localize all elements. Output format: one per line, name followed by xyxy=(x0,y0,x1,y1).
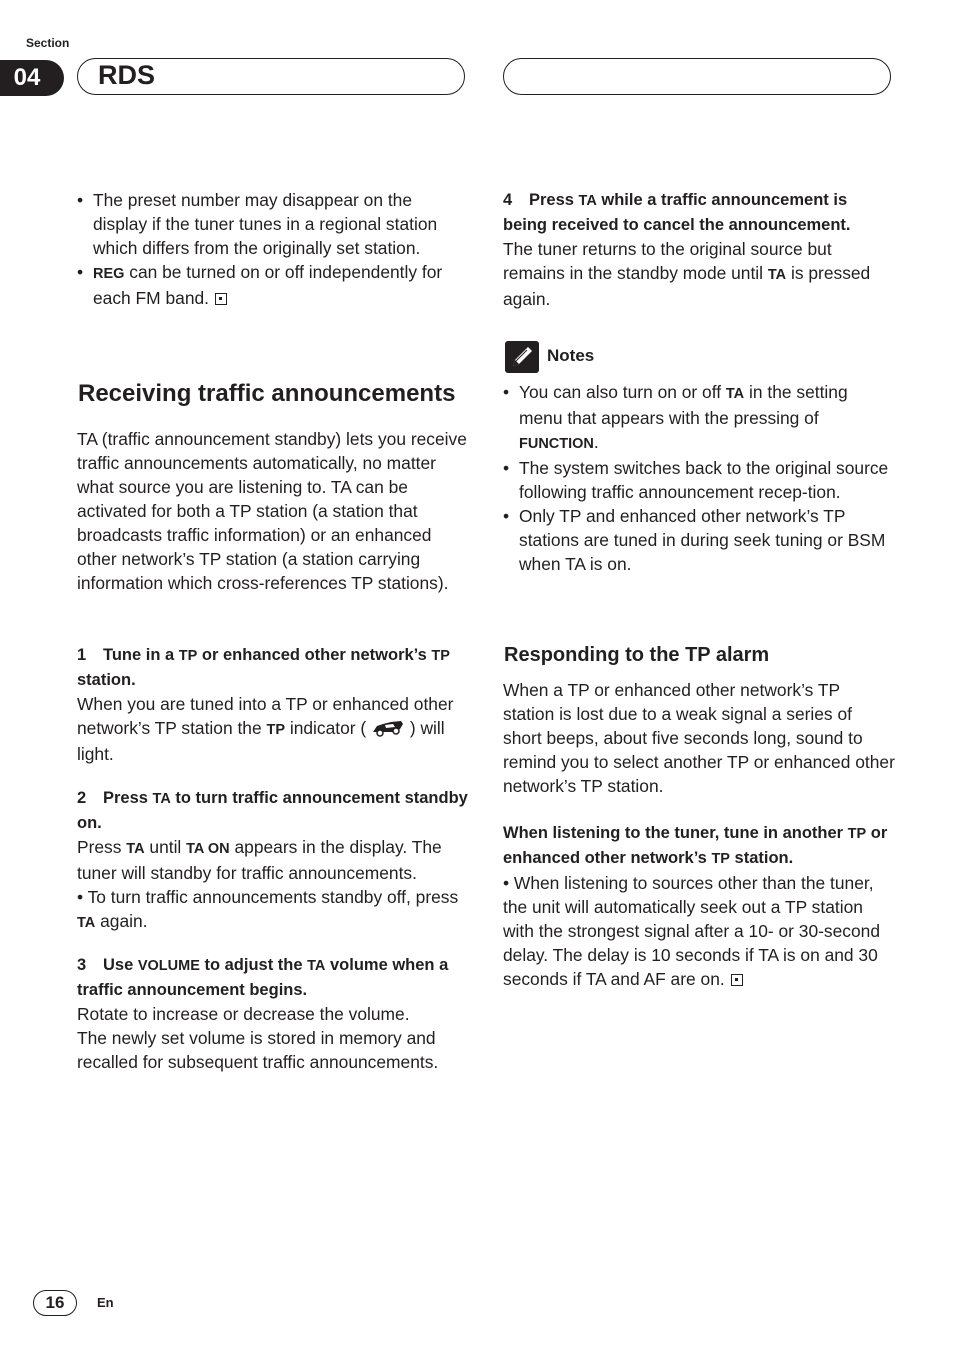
step-2-body: Press TA until TA ON appears in the display. The tuner will standby for traffic announcements. xyxy=(77,837,442,883)
alarm-paragraph: When a TP or enhanced other network’s TP station is lost due to a weak signal a series of short beeps, about five seconds long, sound to remind you to select another TP or enhanced other network’s TP station. xyxy=(503,680,895,796)
step-2-heading: 2 Press TA to turn traffic announcement standby on. xyxy=(77,789,468,832)
step-1 xyxy=(77,643,469,766)
intro-paragraph: TA (traffic announcement standby) lets you receive traffic announcements automatically, no matter what source you are listening to. TA can be activated for both a TP station (a station that broadcasts traffic information) or an enhanced other network’s TP station (a station carrying information which cross-references TP stations). xyxy=(77,429,467,593)
step-2-note: • To turn traffic announcements standby off, press TA again. xyxy=(77,887,459,931)
tuner-instruction-heading: When listening to the tuner, tune in another TP or enhanced other network’s TP station. xyxy=(503,824,888,867)
left-bullets xyxy=(77,188,465,310)
section-title-box xyxy=(77,58,465,95)
language-code: En xyxy=(97,1295,114,1310)
step-4-body: The tuner returns to the original source but remains in the standby mode until TA is pressed again. xyxy=(503,239,871,309)
section-title: RDS xyxy=(98,60,156,90)
section-label: Section xyxy=(26,36,70,50)
page-number: 16 xyxy=(33,1290,77,1316)
section-number-badge xyxy=(0,60,64,96)
car-tp-indicator-icon xyxy=(371,719,405,737)
section-title-box-empty xyxy=(503,58,891,95)
bullet-item: • REG can be turned on or off independently for each FM band. xyxy=(77,260,465,310)
step-3-body-2: The newly set volume is stored in memory and recalled for subsequent traffic announcements. xyxy=(77,1028,439,1072)
step-4-heading: 4 Press TA while a traffic announcement is being received to cancel the announcement. xyxy=(503,191,851,234)
note-item: • You can also turn on or off TA in the setting menu that appears with the pressing of FUNCTION. xyxy=(503,380,895,456)
notes-pencil-icon xyxy=(505,341,539,373)
step-2 xyxy=(77,786,469,935)
step-1-body: When you are tuned into a TP or enhanced other network’s TP station the TP indicator ( ) will light. xyxy=(77,694,454,764)
sub-heading: Responding to the TP alarm xyxy=(504,644,770,666)
step-3 xyxy=(77,953,469,1074)
step-3-body: Rotate to increase or decrease the volume. xyxy=(77,1004,410,1024)
step-4 xyxy=(503,188,895,311)
tuner-instruction xyxy=(503,821,895,991)
step-3-heading: 3 Use VOLUME to adjust the TA volume when a traffic announcement begins. xyxy=(77,956,449,999)
note-item: • Only TP and enhanced other network’s TP stations are tuned in during seek tuning or BSM when TA is on. xyxy=(503,504,895,576)
section-heading: Receiving traffic announcements xyxy=(78,380,456,407)
end-of-section-icon xyxy=(215,293,227,305)
notes-label: Notes xyxy=(547,346,595,365)
key-reg: REG xyxy=(93,266,125,282)
end-of-section-icon xyxy=(731,974,743,986)
section-number: 04 xyxy=(13,64,41,91)
step-1-heading: 1 Tune in a TP or enhanced other network’s TP station. xyxy=(77,646,450,689)
note-item: • The system switches back to the original source following traffic announcement recep-tion. xyxy=(503,456,895,504)
tuner-instruction-body: • When listening to sources other than the tuner, the unit will automatically seek out a TP station with the strongest signal after a 10- or 30-second delay. The delay is 10 seconds if TA is on and 30 seconds if TA and AF are on. xyxy=(503,873,881,989)
notes-list xyxy=(503,380,895,576)
pencil-glyph xyxy=(505,341,539,373)
bullet-item: • The preset number may disappear on the display if the tuner tunes in a regional station which differs from the originally set station. xyxy=(77,188,465,260)
